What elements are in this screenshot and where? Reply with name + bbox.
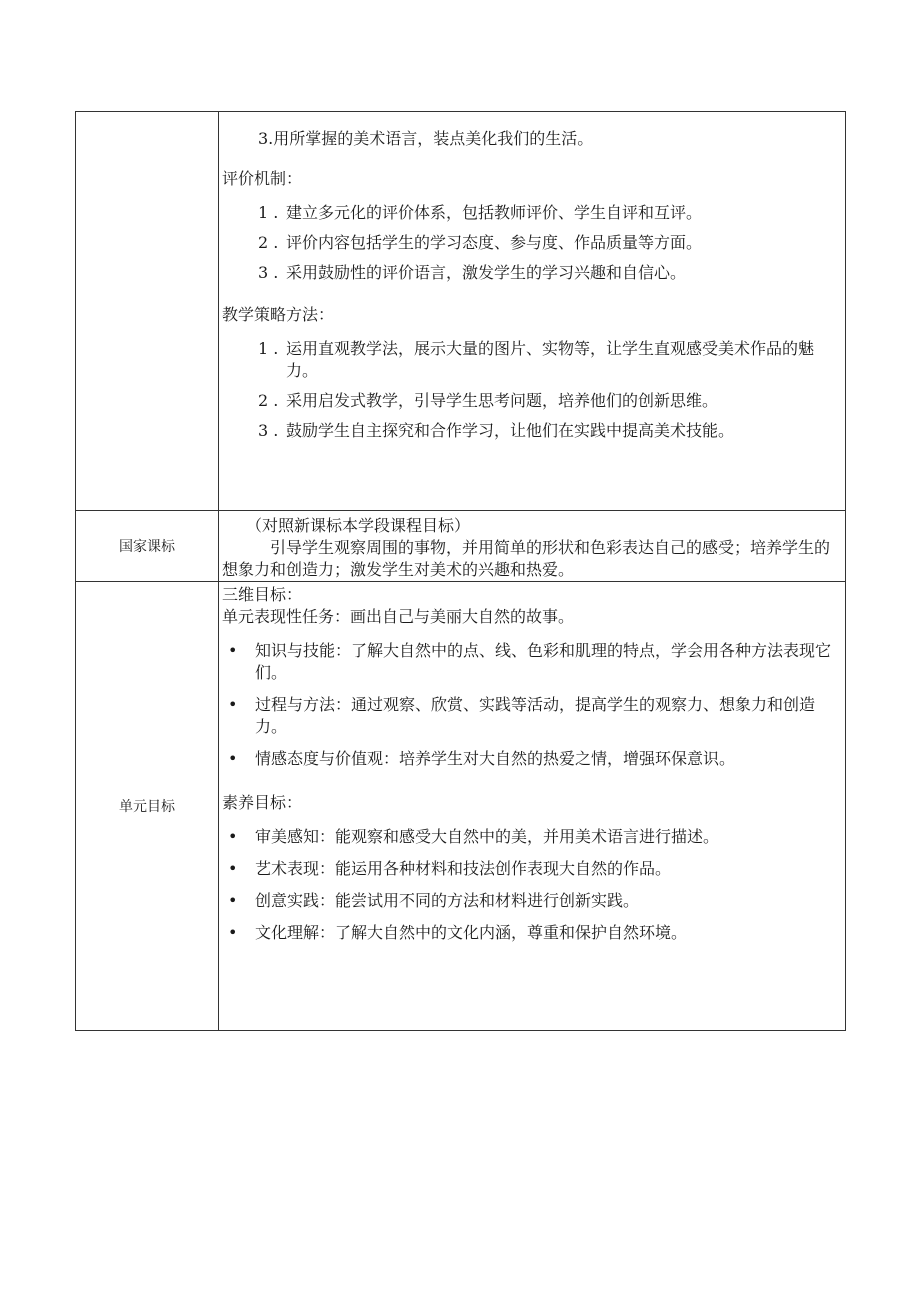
- empty-label-cell: [76, 112, 219, 511]
- eval-heading: 评价机制：: [222, 169, 303, 188]
- national-standard-label: 国家课标: [76, 511, 219, 582]
- list-item: • 审美感知：能观察和感受大自然中的美，并用美术语言进行描述。: [222, 826, 841, 848]
- literacy-heading: 素养目标：: [222, 793, 303, 812]
- intro-item: 3.用所掌握的美术语言，装点美化我们的生活。: [258, 129, 594, 148]
- list-item: 2 . 采用启发式教学，引导学生思考问题，培养他们的创新思维。: [258, 391, 719, 410]
- task-text: 单元表现性任务：画出自己与美丽大自然的故事。: [222, 607, 575, 626]
- bullet-icon: •: [228, 641, 238, 660]
- standard-note: （对照新课标本学段课程目标）: [246, 516, 471, 535]
- bullet-icon: •: [228, 827, 238, 846]
- unit-goal-label: 单元目标: [76, 582, 219, 1031]
- list-item: • 过程与方法：通过观察、欣赏、实践等活动，提高学生的观察力、想象力和创造力。: [222, 694, 841, 738]
- eval-list: [222, 202, 841, 284]
- table-row: [76, 582, 846, 1031]
- three-dim-list: [222, 640, 841, 770]
- list-item: • 艺术表现：能运用各种材料和技法创作表现大自然的作品。: [222, 858, 841, 880]
- content-cell: [219, 582, 846, 1031]
- list-item: 3 . 采用鼓励性的评价语言，激发学生的学习兴趣和自信心。: [258, 263, 687, 282]
- bullet-icon: •: [228, 695, 238, 714]
- bullet-icon: •: [228, 749, 238, 768]
- table-row: [76, 112, 846, 511]
- list-item: • 知识与技能：了解大自然中的点、线、色彩和肌理的特点，学会用各种方法表现它们。: [222, 640, 841, 684]
- table-row: [76, 511, 846, 582]
- three-dim-heading: 三维目标：: [222, 585, 303, 604]
- strategy-heading: 教学策略方法：: [222, 305, 335, 324]
- literacy-list: [222, 826, 841, 944]
- content-cell: [219, 112, 846, 511]
- list-item: • 创意实践：能尝试用不同的方法和材料进行创新实践。: [222, 890, 841, 912]
- list-item: 2 . 评价内容包括学生的学习态度、参与度、作品质量等方面。: [258, 233, 703, 252]
- bullet-icon: •: [228, 859, 238, 878]
- strategy-list: [222, 338, 841, 442]
- list-item: • 情感态度与价值观：培养学生对大自然的热爱之情，增强环保意识。: [222, 748, 841, 770]
- bullet-icon: •: [228, 923, 238, 942]
- list-item: 3 . 鼓励学生自主探究和合作学习，让他们在实践中提高美术技能。: [258, 421, 735, 440]
- list-item: 1 . 运用直观教学法，展示大量的图片、实物等，让学生直观感受美术作品的魅力。: [258, 339, 815, 380]
- plan-table: [75, 111, 846, 1031]
- bullet-icon: •: [228, 891, 238, 910]
- list-item: 1 . 建立多元化的评价体系，包括教师评价、学生自评和互评。: [258, 203, 703, 222]
- content-cell: [219, 511, 846, 582]
- list-item: • 文化理解：了解大自然中的文化内涵，尊重和保护自然环境。: [222, 922, 841, 944]
- standard-text: 引导学生观察周围的事物，并用简单的形状和色彩表达自己的感受；培养学生的想象力和创造力；激发学生对美术的兴趣和热爱。: [222, 538, 831, 579]
